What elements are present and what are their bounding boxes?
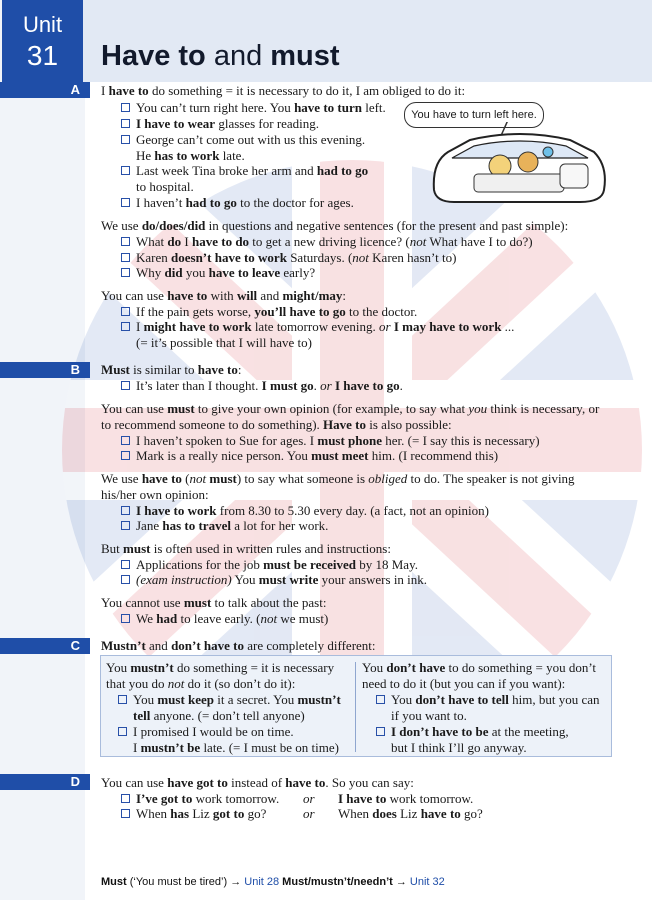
section-d-intro: You can use have got to instead of have to. So you can say: xyxy=(101,775,414,790)
or-connector: or xyxy=(303,806,315,821)
checkbox-icon xyxy=(118,695,127,704)
example-line: It’s later than I thought. I must go. or I have to go. xyxy=(121,378,403,394)
checkbox-icon xyxy=(121,436,130,445)
section-d-tab: D xyxy=(0,774,90,790)
comparison-right-line: if you want to. xyxy=(391,708,467,723)
section-b-paragraph: But must is often used in written rules and instructions: xyxy=(101,541,391,556)
example-line: He has to work late. xyxy=(136,148,245,163)
comparison-right-line: need to do it (but you can if you want): xyxy=(362,676,566,691)
speech-bubble: You have to turn left here. xyxy=(404,102,544,128)
comparison-right-line: but I think I’ll go anyway. xyxy=(391,740,527,755)
checkbox-icon xyxy=(121,166,130,175)
checkbox-icon xyxy=(121,560,130,569)
comparison-right-line: You don’t have to tell him, but you can xyxy=(376,692,600,708)
checkbox-icon xyxy=(118,727,127,736)
example-line: I have to wear glasses for reading. xyxy=(121,116,319,132)
unit-label: Unit xyxy=(22,12,63,37)
section-c-intro: Mustn’t and don’t have to are completely different: xyxy=(101,638,376,653)
comparison-left-line: I mustn’t be late. (= I must be on time) xyxy=(133,740,339,755)
section-b-paragraph: his/her own opinion: xyxy=(101,487,209,502)
section-a-paragraph: We use do/does/did in questions and negative sentences (for the present and past simple): xyxy=(101,218,569,233)
section-b-tab: B xyxy=(0,362,90,378)
section-b-paragraph: We use have to (not must) to say what someone is obliged to do. The speaker is not giving xyxy=(101,471,575,486)
checkbox-icon xyxy=(121,575,130,584)
comparison-left-line: I promised I would be on time. xyxy=(118,724,294,740)
checkbox-icon xyxy=(121,614,130,623)
checkbox-icon xyxy=(121,135,130,144)
section-b-paragraph: to recommend someone to do something). Have to is also possible: xyxy=(101,417,452,432)
example-line: I have to work tomorrow. xyxy=(338,791,474,806)
checkbox-icon xyxy=(121,506,130,515)
example-line: When has Liz got to go? xyxy=(121,806,266,822)
section-c-tab: C xyxy=(0,638,90,654)
example-line: I haven’t spoken to Sue for ages. I must phone her. (= I say this is necessary) xyxy=(121,433,540,449)
example-line: When does Liz have to go? xyxy=(338,806,483,821)
checkbox-icon xyxy=(121,103,130,112)
checkbox-icon xyxy=(121,521,130,530)
section-b-paragraph: You cannot use must to talk about the past: xyxy=(101,595,327,610)
section-a-paragraph: You can use have to with will and might/may: xyxy=(101,288,347,303)
example-line: Mark is a really nice person. You must meet him. (I recommend this) xyxy=(121,448,498,464)
checkbox-icon xyxy=(121,237,130,246)
comparison-right-line: You don’t have to do something = you don’t xyxy=(362,660,597,675)
box-divider xyxy=(355,662,356,752)
section-b-paragraph: You can use must to give your own opinion (for example, to say what you think is necessary, or xyxy=(101,401,600,416)
example-line: What do I have to do to get a new driving licence? (not What have I to do?) xyxy=(121,234,533,250)
example-line: If the pain gets worse, you’ll have to go to the doctor. xyxy=(121,304,417,320)
checkbox-icon xyxy=(121,253,130,262)
or-connector: or xyxy=(303,791,315,806)
example-line: Applications for the job must be received by 18 May. xyxy=(121,557,418,573)
example-line: I have to work from 8.30 to 5.30 every day. (a fact, not an opinion) xyxy=(121,503,489,519)
page-title: Have to and must xyxy=(101,40,340,72)
example-line: Why did you have to leave early? xyxy=(121,265,315,281)
checkbox-icon xyxy=(121,322,130,331)
comparison-left-line: You must keep it a secret. You mustn’t xyxy=(118,692,341,708)
checkbox-icon xyxy=(121,809,130,818)
checkbox-icon xyxy=(121,794,130,803)
checkbox-icon xyxy=(121,381,130,390)
comparison-right-line: I don’t have to be at the meeting, xyxy=(376,724,569,740)
example-line: Last week Tina broke her arm and had to go xyxy=(121,163,368,179)
checkbox-icon xyxy=(121,198,130,207)
unit-number: 31 xyxy=(26,40,59,71)
comparison-left-line: that you do not do it (so don’t do it): xyxy=(106,676,296,691)
example-line: You can’t turn right here. You have to turn left. xyxy=(121,100,386,116)
checkbox-icon xyxy=(121,451,130,460)
checkbox-icon xyxy=(376,695,385,704)
example-line: (= it’s possible that I will have to) xyxy=(136,335,312,350)
example-line: I might have to work late tomorrow evening. or I may have to work ... xyxy=(121,319,514,335)
section-a-intro: I have to do something = it is necessary to do it, I am obliged to do it: xyxy=(101,83,466,98)
checkbox-icon xyxy=(121,307,130,316)
checkbox-icon xyxy=(121,119,130,128)
example-line: George can’t come out with us this evening. xyxy=(121,132,365,148)
section-a-tab: A xyxy=(0,82,90,98)
unit-badge xyxy=(2,0,83,82)
unit-32-link[interactable]: Unit 32 xyxy=(409,876,445,888)
section-b-intro: Must is similar to have to: xyxy=(101,362,242,377)
checkbox-icon xyxy=(376,727,385,736)
example-line: Jane has to travel a lot for her work. xyxy=(121,518,328,534)
checkbox-icon xyxy=(121,268,130,277)
unit-28-link[interactable]: Unit 28 xyxy=(244,876,280,888)
cross-reference-footer: Must (‘You must be tired’) → Unit 28 Must/mustn’t/needn’t → Unit 32 xyxy=(101,876,445,888)
car-illustration-icon xyxy=(430,122,608,206)
example-line: (exam instruction) You must write your answers in ink. xyxy=(121,572,427,588)
comparison-left-line: You mustn’t do something = it is necessary xyxy=(106,660,335,675)
example-line: I’ve got to work tomorrow. xyxy=(121,791,279,807)
example-line: Karen doesn’t have to work Saturdays. (not Karen hasn’t to) xyxy=(121,250,456,266)
example-line: I haven’t had to go to the doctor for ages. xyxy=(121,195,354,211)
example-line: We had to leave early. (not we must) xyxy=(121,611,328,627)
comparison-left-line: tell anyone. (= don’t tell anyone) xyxy=(133,708,305,723)
example-line: to hospital. xyxy=(136,179,194,194)
